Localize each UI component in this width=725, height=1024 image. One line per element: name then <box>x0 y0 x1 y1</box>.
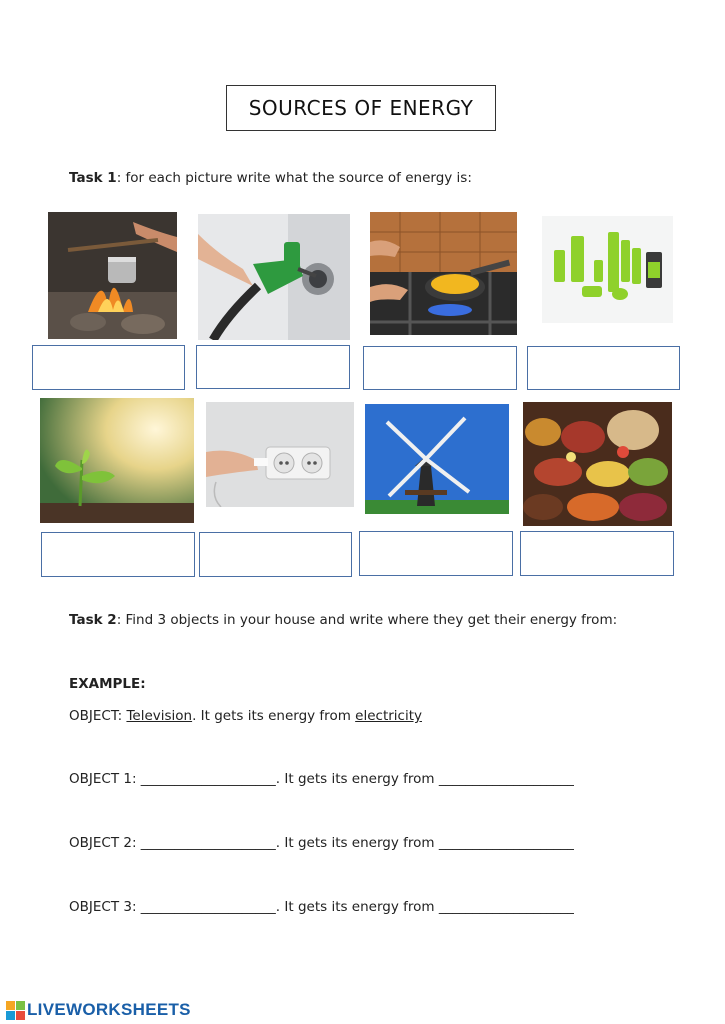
fuel-pump-image <box>198 214 350 340</box>
answer-box-2[interactable] <box>196 345 350 389</box>
example-prefix: OBJECT: <box>69 708 127 724</box>
object-blank[interactable]: ____________________ <box>140 771 276 787</box>
answer-box-1[interactable] <box>32 345 185 390</box>
example-line <box>69 708 422 724</box>
object-line-1 <box>69 771 574 787</box>
object-label: OBJECT 2: <box>69 835 141 851</box>
windmill-image <box>365 404 509 514</box>
source-blank[interactable]: ____________________ <box>438 771 574 787</box>
answer-box-3[interactable] <box>363 346 517 390</box>
gas-stove-image <box>370 212 517 335</box>
answer-box-8[interactable] <box>520 531 674 576</box>
object-label: OBJECT 1: <box>69 771 141 787</box>
electric-socket-image <box>206 402 354 507</box>
task1-instruction <box>69 170 472 186</box>
food-image <box>523 402 672 526</box>
object-line-3 <box>69 899 574 915</box>
task2-text: : Find 3 objects in your house and write where they get their energy from: <box>116 612 618 628</box>
example-heading: EXAMPLE: <box>69 676 146 692</box>
example-object: Television <box>126 708 193 724</box>
sunlight-plant-image <box>40 398 194 523</box>
answer-box-5[interactable] <box>41 532 195 577</box>
logo-icon <box>6 1001 25 1020</box>
task2-instruction <box>69 612 617 628</box>
liveworksheets-logo <box>6 1000 191 1020</box>
source-blank[interactable]: ____________________ <box>438 835 574 851</box>
object-label: OBJECT 3: <box>69 899 141 915</box>
page-title: SOURCES OF ENERGY <box>226 85 496 131</box>
object-blank[interactable]: ____________________ <box>140 835 276 851</box>
object-line-2 <box>69 835 574 851</box>
logo-text: LIVEWORKSHEETS <box>27 1000 191 1019</box>
object-middle: . It gets its energy from <box>275 771 439 787</box>
object-middle: . It gets its energy from <box>275 835 439 851</box>
answer-box-7[interactable] <box>359 531 513 576</box>
batteries-image <box>542 216 673 323</box>
example-source: electricity <box>355 708 422 724</box>
task1-text: : for each picture write what the source of energy is: <box>116 170 472 186</box>
campfire-image <box>48 212 177 339</box>
answer-box-4[interactable] <box>527 346 680 390</box>
task2-label: Task 2 <box>69 612 117 628</box>
object-middle: . It gets its energy from <box>275 899 439 915</box>
source-blank[interactable]: ____________________ <box>438 899 574 915</box>
answer-box-6[interactable] <box>199 532 352 577</box>
task1-label: Task 1 <box>69 170 117 186</box>
example-middle: . It gets its energy from <box>192 708 356 724</box>
object-blank[interactable]: ____________________ <box>140 899 276 915</box>
